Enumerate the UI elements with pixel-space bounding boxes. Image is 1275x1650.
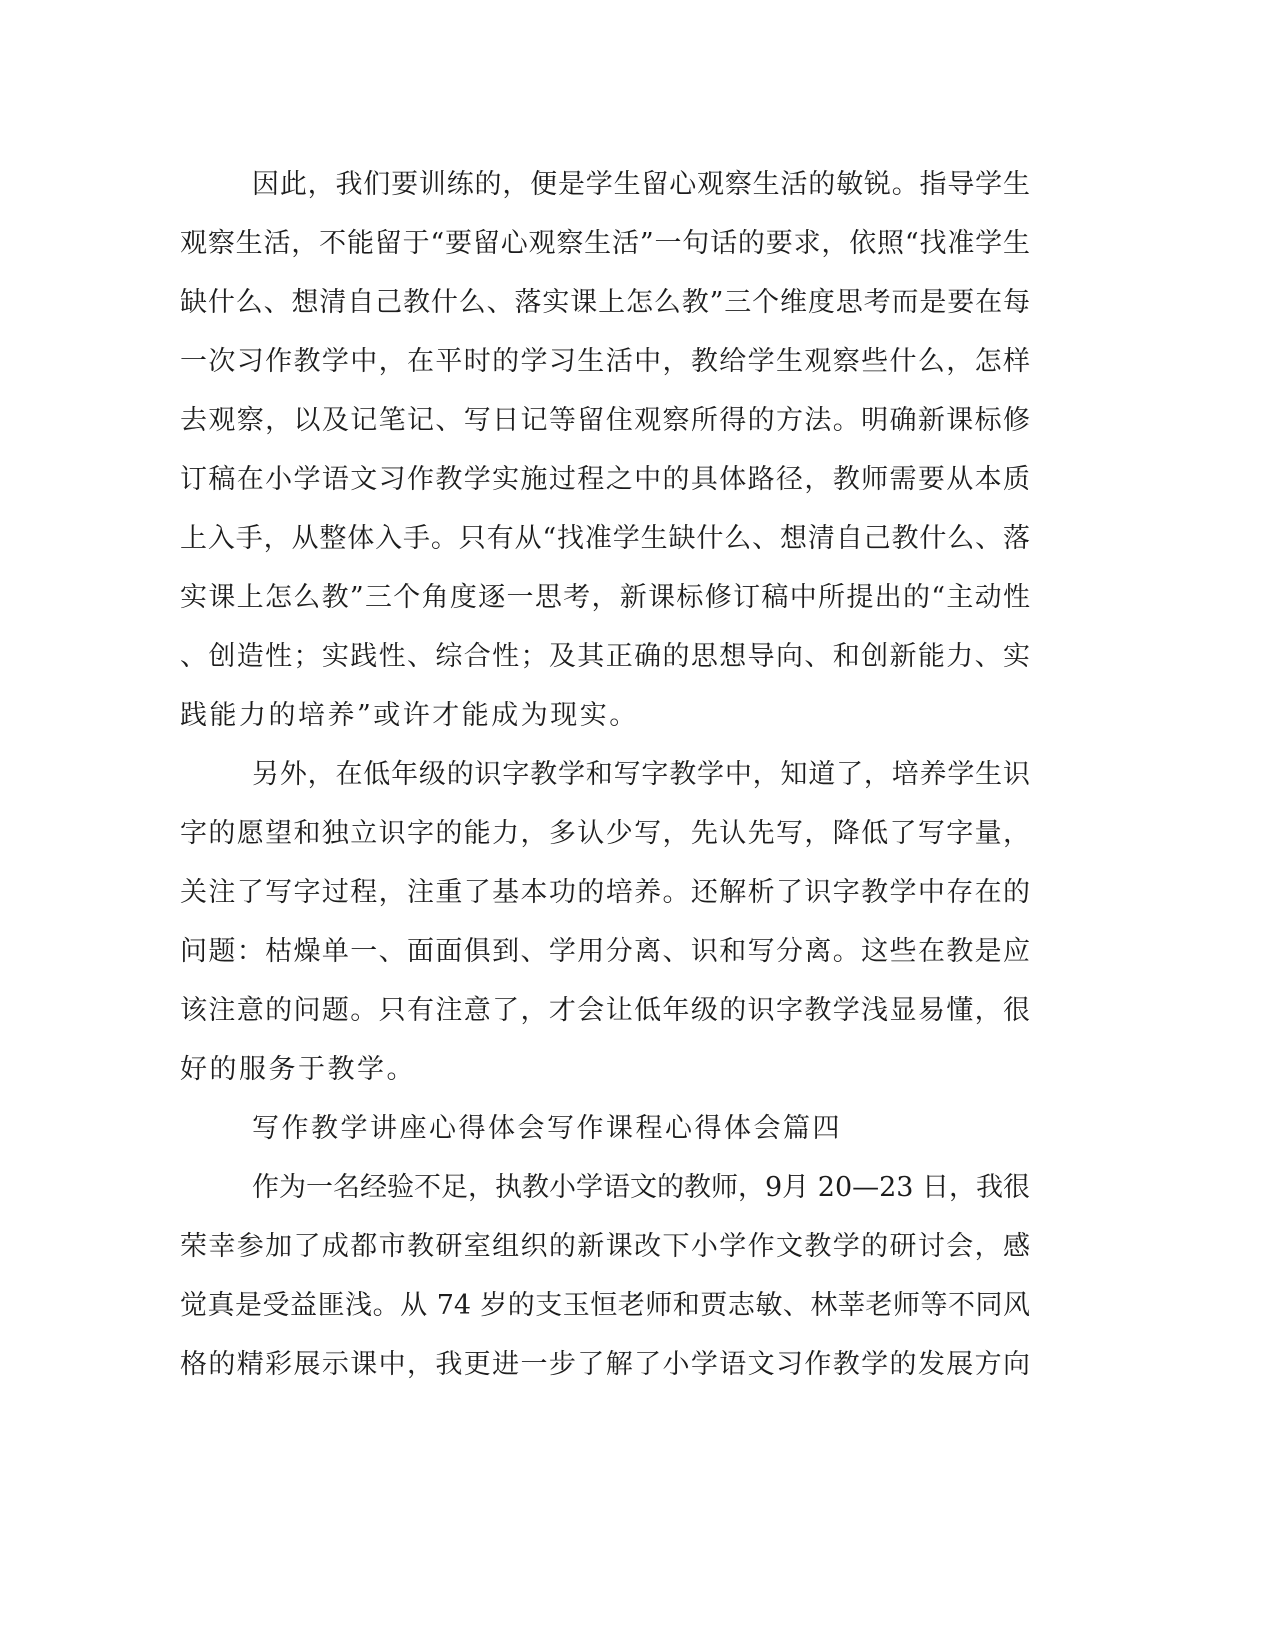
text-line: 订稿在小学语文习作教学实施过程之中的具体路径，教师需要从本质 bbox=[180, 464, 1030, 495]
text-line: 缺什么、想清自己教什么、落实课上怎么教”三个维度思考而是要在每 bbox=[180, 287, 1030, 318]
text-line: 、创造性；实践性、综合性；及其正确的思想导向、和创新能力、实 bbox=[180, 641, 1030, 672]
text-line: 关注了写字过程，注重了基本功的培养。还解析了识字教学中存在的 bbox=[180, 877, 1030, 908]
section-heading: 写作教学讲座心得体会写作课程心得体会篇四 bbox=[252, 1113, 842, 1144]
text-line: 字的愿望和独立识字的能力，多认少写，先认先写，降低了写字量， bbox=[180, 818, 1030, 849]
text-line: 好的服务于教学。 bbox=[180, 1054, 416, 1085]
text-line: 观察生活，不能留于“要留心观察生活”一句话的要求，依照“找准学生 bbox=[180, 228, 1030, 259]
text-line: 因此，我们要训练的，便是学生留心观察生活的敏锐。指导学生 bbox=[252, 169, 1030, 200]
text-line: 该注意的问题。只有注意了，才会让低年级的识字教学浅显易懂，很 bbox=[180, 995, 1030, 1026]
text-line: 格的精彩展示课中，我更进一步了解了小学语文习作教学的发展方向 bbox=[180, 1349, 1030, 1380]
text-line: 践能力的培养”或许才能成为现实。 bbox=[180, 700, 639, 731]
document-body bbox=[180, 155, 1030, 1394]
text-line: 荣幸参加了成都市教研室组织的新课改下小学作文教学的研讨会，感 bbox=[180, 1231, 1030, 1262]
text-line: 实课上怎么教”三个角度逐一思考，新课标修订稿中所提出的“主动性 bbox=[180, 582, 1030, 613]
text-line: 觉真是受益匪浅。从 74 岁的支玉恒老师和贾志敏、林莘老师等不同风 bbox=[180, 1290, 1030, 1321]
text-line: 上入手，从整体入手。只有从“找准学生缺什么、想清自己教什么、落 bbox=[180, 523, 1030, 554]
text-line: 一次习作教学中，在平时的学习生活中，教给学生观察些什么，怎样 bbox=[180, 346, 1030, 377]
text-line: 去观察，以及记笔记、写日记等留住观察所得的方法。明确新课标修 bbox=[180, 405, 1030, 436]
text-line: 另外，在低年级的识字教学和写字教学中，知道了，培养学生识 bbox=[252, 759, 1030, 790]
text-line: 作为一名经验不足，执教小学语文的教师，9月 20—23 日，我很 bbox=[252, 1172, 1030, 1203]
text-line: 问题：枯燥单一、面面俱到、学用分离、识和写分离。这些在教是应 bbox=[180, 936, 1030, 967]
